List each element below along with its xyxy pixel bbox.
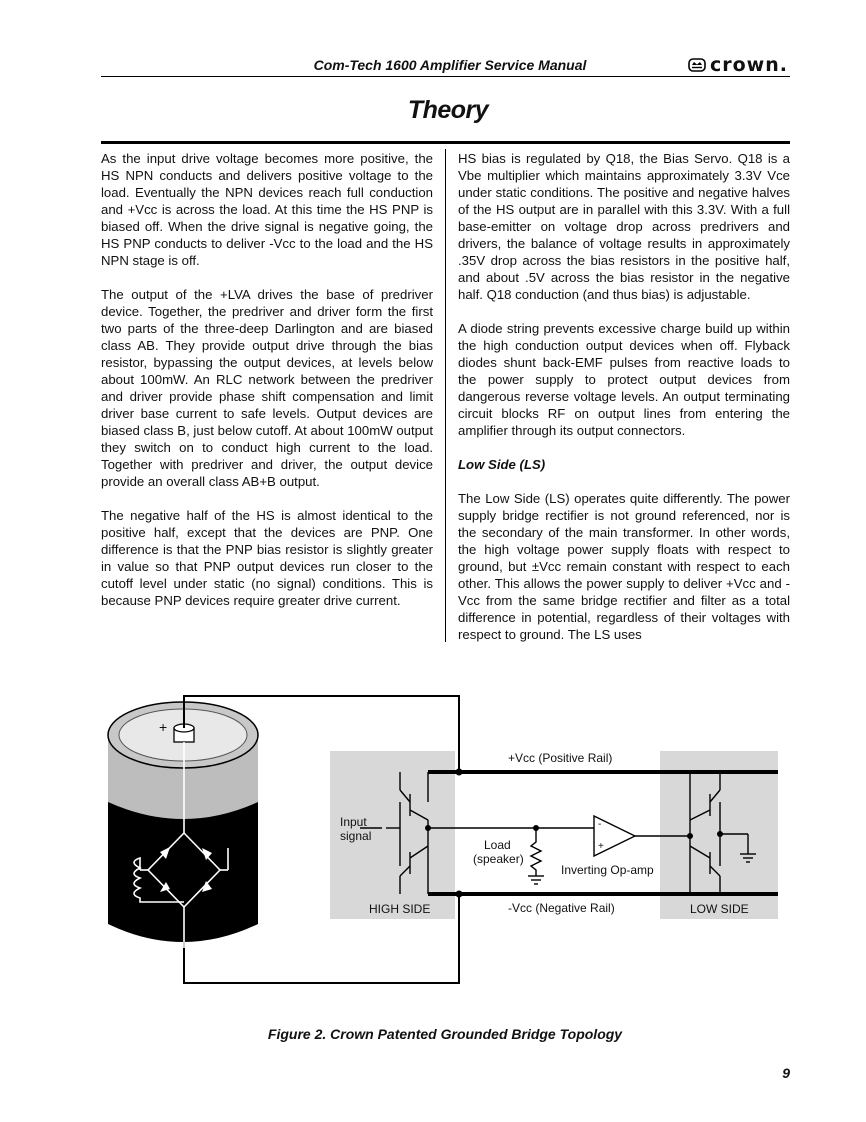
opamp-minus-label: - (598, 819, 602, 830)
circuit-diagram (100, 690, 790, 990)
figure-caption: Figure 2. Crown Patented Grounded Bridge Topology (267, 1026, 623, 1042)
logo-text: crown. (710, 54, 788, 76)
paragraph-low-side: The Low Side (LS) operates quite differently. The power supply bridge rectifier is not ground referenced, nor is the secondary of the main transformer. In other words, the high voltage power supply floats with respect to ground, but ±Vcc remain constant with respect to each other. This allows the power supply to deliver +Vcc and -Vcc from the same bridge rectifier and filter as a total difference in potential, regardless of their voltages with respect to ground. The LS uses (458, 491, 790, 642)
crown-icon (688, 57, 706, 73)
input-signal-label-line2: signal (340, 829, 372, 843)
paragraph-lva-predriver: The output of the +LVA drives the base of predriver device. Together, the predriver and driver form the first two parts of the three-deep Darlington and are biased class AB. They provide output drive through the bias resistor, bypassing the output devices, at levels below about 100mW. An RLC network between the predriver and driver provide phase shift compensation and limit driver base current to safe levels. Output devices are biased class B, just below cutoff. At about 100mW output they switch on to conduct high current to the load. Together with predriver and driver, the output device provide an overall class AB+B output. (101, 287, 433, 489)
minus-terminal-label: - (193, 949, 198, 965)
plus-terminal-label: + (159, 719, 168, 735)
paragraph-hs-drive: As the input drive voltage becomes more positive, the HS NPN conducts and delivers positive voltage to the load. Eventually the NPN devices reach full conduction and +Vcc is across the load. At this time the HS PNP is biased off. When the drive signal is negative going, the HS PNP conducts to deliver -Vcc to the load and the HS NPN stage is off. (101, 151, 433, 268)
crown-logo (688, 55, 793, 75)
manual-title: Com-Tech 1600 Amplifier Service Manual (313, 57, 587, 73)
low-side-label: LOW SIDE (690, 902, 749, 916)
right-column (458, 150, 790, 660)
opamp-plus-label: + (598, 841, 604, 852)
paragraph-diode-string: A diode string prevents excessive charge build up within the high conduction output devices when off. Flyback diodes shunt back-EMF pulses from reactive loads to the power supply to protect output devices from dangerous reverse voltage levels. An output terminating circuit blocks RF on output lines from entering the amplifier through its output connectors. (458, 321, 790, 438)
negative-rail-label: -Vcc (Negative Rail) (508, 901, 615, 915)
high-side-label: HIGH SIDE (369, 902, 431, 916)
load-resistor (528, 828, 544, 884)
column-divider (445, 149, 446, 642)
paragraph-hs-bias: HS bias is regulated by Q18, the Bias Servo. Q18 is a Vbe multiplier which maintains approximately 3.3V Vce under static conditions. The positive and negative halves of the HS output are in parallel with this 3.3V. With a full base-emitter on voltage drop across predrivers and drivers, the balance of voltage results in approximately .35V drop across the bias resistors in the positive half, and about .5V across the bias resistor in the negative half. Q18 conduction (and thus bias) is adjustable. (458, 151, 790, 302)
load-label-line2: (speaker) (473, 852, 524, 866)
left-column (101, 150, 433, 626)
grounded-bridge-figure (100, 690, 790, 990)
load-label-line1: Load (484, 838, 511, 852)
section-title: Theory (407, 96, 489, 124)
paragraph-negative-half: The negative half of the HS is almost identical to the positive half, except that the devices are PNP. One difference is that the PNP bias resistor is slightly greater in value so that PNP output devices run closer to the cutoff level under static (no signal) conditions. This is because PNP devices require greater drive current. (101, 508, 433, 608)
subheading-low-side: Low Side (LS) (458, 457, 546, 472)
input-signal-label-line1: Input (340, 815, 367, 829)
opamp-label: Inverting Op-amp (561, 863, 654, 877)
page-number: 9 (782, 1065, 790, 1081)
title-rule (101, 141, 790, 144)
header-rule (101, 76, 790, 77)
positive-rail-label: +Vcc (Positive Rail) (508, 751, 613, 765)
